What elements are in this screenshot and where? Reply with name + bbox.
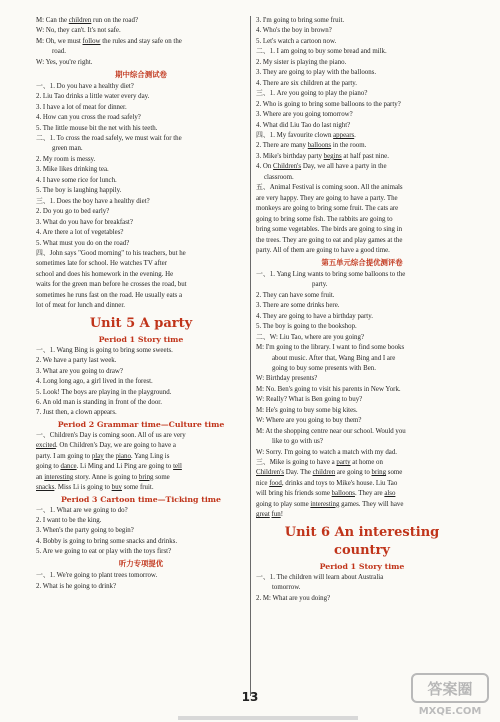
answer-line: 3. Where are you going tomorrow? [256,111,353,119]
answer-line: bring some vegetables. The birds are going to sing in [256,226,403,234]
answer-line: 三、1. Does the boy have a healthy diet? [36,197,150,205]
answer-line: 4. They are going to have a birthday party. [256,312,373,320]
answer-line: tomorrow. [272,584,301,592]
answer-line: waits for the green man before he crosses the road, but [36,281,187,289]
answer-line: 3. Mike likes drinking tea. [36,166,109,174]
answer-line: excited. On Children's Day, we are going to have a [36,442,176,450]
answer-line: 一、1. Yang Ling wants to bring some balloons to the [256,270,406,278]
answer-line: 5. The little mouse bit the net with his teeth. [36,124,158,132]
answer-line: school and does his homework in the evening. He [36,270,174,278]
answer-line: 5. Look! The boys are playing in the playground. [36,388,172,396]
answer-line: 5. Are we going to eat or play with the toys first? [36,548,172,556]
answer-line: 二、W: Liu Tao, where are you going? [256,333,365,341]
answer-line: 4. Long long ago, a girl lived in the forest. [36,378,153,386]
answer-line: great fun! [256,511,283,519]
answer-line: the trees. They are going to eat and play games at the [256,236,403,244]
answer-line: 2. What is he going to drink? [36,582,117,590]
answer-line: will bring his friends some balloons. They are also [256,490,396,498]
answer-line: M: I'm going to the library. I want to find some books [256,344,405,352]
answer-line: like to go with us? [272,438,323,446]
answer-line: W: Birthday presents? [256,375,318,383]
answer-line: 3. They are going to play with the balloons. [256,69,377,77]
answer-line: 三、Mike is going to have a party at home on [256,459,383,467]
answer-line: 2. We have a party last week. [36,357,117,365]
answer-line: W: Really? What is Ben going to buy? [256,396,363,404]
answer-line: M: No. Ben's going to visit his parents in New York. [256,385,401,393]
section-title-listening: 听力专项提优 [118,559,164,569]
answer-line: going to buy some presents with Ben. [272,364,376,372]
answer-line: 3. There are some drinks here. [256,302,340,310]
svg-text:答案圈: 答案圈 [427,680,473,698]
answer-line: 2. Do you go to bed early? [36,208,110,216]
answer-line: 2. M: What are you doing? [256,594,331,602]
column-divider [250,16,251,696]
period-3-heading: Period 3 Cartoon time—Ticking time [61,494,221,504]
answer-line: 一、1. We're going to plant trees tomorrow. [36,572,158,580]
answer-line: party. I am going to play the piano. Yang Ling is [36,452,170,460]
answer-line: 4. I have some rice for lunch. [36,176,117,184]
answer-line: 3. Mike's birthday party begins at half past nine. [256,152,389,160]
period-1-heading: Period 1 Story time [98,334,184,344]
answer-line: 二、1. I am going to buy some bread and milk. [256,48,387,56]
answer-line: 2. Liu Tao drinks a little water every day. [36,93,150,101]
answer-line: sometimes late for school. He watches TV after [36,260,168,268]
answer-line: 一、Children's Day is coming soon. All of us are very [36,431,186,439]
answer-line: party. [312,281,328,289]
answer-line: 5. Let's watch a cartoon now. [256,37,337,45]
answer-line: 一、1. Do you have a healthy diet? [36,82,134,90]
answer-line: 2. My sister is playing the piano. [256,58,347,66]
answer-line: M: Oh, we must follow the rules and stay safe on the [36,37,182,45]
answer-line: W: Yes, you're right. [36,58,93,66]
unit-6-heading: Unit 6 An interesting country [284,524,440,558]
answer-line: 一、1. Wang Bing is going to bring some sweets. [36,346,173,354]
section-title-midterm: 期中综合测试卷 [115,69,167,79]
answer-line: 5. What must you do on the road? [36,239,130,247]
answer-line: 4. What did Liu Tao do last night? [256,121,351,129]
watermark-logo [410,672,492,718]
answer-line: 4. Who's the boy in brown? [256,27,332,35]
answer-line: 四、John says "Good morning" to his teachers, but he [36,249,186,257]
answer-line: 4. How can you cross the road safely? [36,114,141,122]
answer-line: 4. There are six children at the party. [256,79,358,87]
answer-line: W: No, they can't. It's not safe. [36,27,121,35]
answer-line: 3. What do you have for breakfast? [36,218,133,226]
left-column [36,16,246,592]
answer-line: 5. The boy is laughing happily. [36,187,122,195]
answer-line: about music. After that, Wang Bing and I are [272,354,396,362]
footer-faint-text [178,716,358,720]
right-column [256,16,468,604]
answer-line: going to bring some fish. The rabbits are going to [256,215,393,223]
answer-line: M: At the shopping centre near our school. Would you [256,427,406,435]
answer-line: 三、1. Are you going to play the piano? [256,90,368,98]
answer-line: 4. Bobby is going to bring some snacks and drinks. [36,537,178,545]
unit-5-heading: Unit 5 A party [89,315,193,331]
answer-line: are very happy. They are going to have a party. The [256,194,398,202]
answer-line: W: Sorry. I'm going to watch a match with my dad. [256,448,398,456]
answer-line: 5. The boy is going to the bookshop. [256,323,357,331]
answer-line: nice food, drinks and toys to Mike's house. Liu Tao [256,479,398,487]
answer-line: lot of meat for lunch and dinner. [36,302,125,310]
answer-line: 4. On Children's Day, we all have a party in the [256,163,387,171]
answer-line: sometimes he runs fast on the road. He usually eats a [36,291,183,299]
answer-line: M: He's going to buy some big kites. [256,406,358,414]
answer-line: 2. Who is going to bring some balloons to the party? [256,100,401,108]
answer-line: going to dance. Li Ming and Li Ping are going to tell [36,463,182,471]
answer-line: 二、1. To cross the road safely, we must wait for the [36,134,182,142]
answer-line: monkeys are going to bring some fruit. The cats are [256,205,399,213]
svg-text:MXQE.COM: MXQE.COM [418,706,482,717]
period-1-heading-unit6: Period 1 Story time [319,561,405,571]
answer-line: 五、Animal Festival is coming soon. All the animals [256,184,403,192]
answer-line: 一、1. The children will learn about Australia [256,573,384,581]
answer-line: 2. My room is messy. [36,155,96,163]
answer-line: W: Where are you going to buy them? [256,417,362,425]
answer-line: 3. I'm going to bring some fruit. [256,17,345,24]
answer-line: 7. Just then, a clown appears. [36,409,117,417]
answer-line: going to play some interesting games. They will have [256,500,404,508]
period-2-heading: Period 2 Grammar time—Culture time [57,419,225,429]
answer-line: 3. What are you going to draw? [36,367,123,375]
answer-line: 2. They can have some fruit. [256,291,335,299]
answer-line: 2. I want to be the king. [36,517,102,525]
section-title-unit-test: 第五单元综合提优测评卷 [321,257,403,267]
answer-line: party. All of them are going to have a good time. [256,246,390,254]
answer-line: 一、1. What are we going to do? [36,506,128,514]
answer-line: road. [52,48,66,56]
answer-line: 3. When's the party going to begin? [36,527,134,535]
answer-line: 四、1. My favourite clown appears. [256,131,356,139]
answer-line: 3. I have a lot of meat for dinner. [36,103,127,111]
answer-line: green man. [52,145,83,153]
answer-line: 4. Are there a lot of vegetables? [36,229,124,237]
answer-line: classroom. [264,173,294,181]
answer-line: snacks. Miss Li is going to buy some fruit. [36,484,154,492]
page-number: 13 [241,690,259,704]
answer-line: 2. There are many balloons in the room. [256,142,367,150]
answer-line: an interesting story. Anne is going to bring some [36,473,170,481]
answer-line: 6. An old man is standing in front of the door. [36,398,162,406]
answer-line: Children's Day. The children are going to bring some [256,469,403,477]
answer-line: M: Can the children run on the road? [36,17,138,24]
